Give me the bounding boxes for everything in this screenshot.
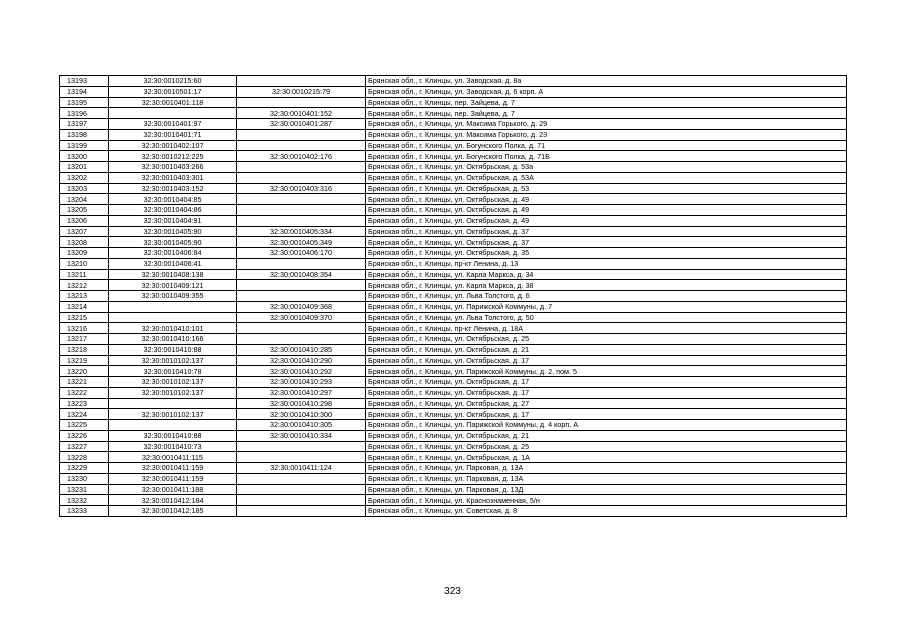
address-cell: Брянская обл., г. Клинцы, ул. Октябрьская, д. 17	[366, 409, 847, 420]
cadastral-number-cell: 32:30:0010406:41	[109, 258, 237, 269]
cadastral-number-cell: 32:30:0010404:85	[109, 194, 237, 205]
cadastral-number-cell: 32:30:0010215:60	[109, 76, 237, 87]
cadastral-number-cell	[109, 420, 237, 431]
cadastral-number-cell: 32:30:0010403:266	[109, 162, 237, 173]
related-cadastral-number-cell	[237, 506, 366, 517]
address-cell: Брянская обл., г. Клинцы, ул. Октябрьская, д. 25	[366, 441, 847, 452]
record-number-cell: 13197	[60, 119, 109, 130]
cadastral-number-cell: 32:30:0010410:88	[109, 344, 237, 355]
table-row	[60, 205, 847, 216]
table-row	[60, 97, 847, 108]
record-number-cell: 13220	[60, 366, 109, 377]
record-number-cell: 13205	[60, 205, 109, 216]
table-row	[60, 258, 847, 269]
cadastral-number-cell: 32:30:0010410:73	[109, 441, 237, 452]
address-cell: Брянская обл., г. Клинцы, ул. Парковая, д. 13Д	[366, 484, 847, 495]
cadastral-number-cell: 32:30:0010411:159	[109, 473, 237, 484]
related-cadastral-number-cell	[237, 323, 366, 334]
cadastral-number-cell: 32:30:0010401:97	[109, 119, 237, 130]
record-number-cell: 13199	[60, 140, 109, 151]
related-cadastral-number-cell	[237, 194, 366, 205]
address-cell: Брянская обл., г. Клинцы, пер. Зайцева, д. 7	[366, 108, 847, 119]
cadastral-number-cell: 32:30:0010404:91	[109, 215, 237, 226]
table-row	[60, 119, 847, 130]
cadastral-number-cell: 32:30:0010408:138	[109, 269, 237, 280]
address-cell: Брянская обл., г. Клинцы, ул. Советская, д. 8	[366, 506, 847, 517]
cadastral-number-cell: 32:30:0010212:225	[109, 151, 237, 162]
table-row	[60, 355, 847, 366]
cadastral-number-cell: 32:30:0010412:185	[109, 506, 237, 517]
record-number-cell: 13202	[60, 172, 109, 183]
related-cadastral-number-cell: 32:30:0010409:370	[237, 312, 366, 323]
cadastral-number-cell: 32:30:0010404:86	[109, 205, 237, 216]
related-cadastral-number-cell	[237, 334, 366, 345]
address-cell: Брянская обл., г. Клинцы, ул. Октябрьская, д. 27	[366, 398, 847, 409]
table-row	[60, 452, 847, 463]
table-row	[60, 301, 847, 312]
record-number-cell: 13213	[60, 291, 109, 302]
cadastral-number-cell: 32:30:0010403:152	[109, 183, 237, 194]
related-cadastral-number-cell: 32:30:0010410:305	[237, 420, 366, 431]
related-cadastral-number-cell: 32:30:0010410:293	[237, 377, 366, 388]
cadastral-number-cell: 32:30:0010403:301	[109, 172, 237, 183]
cadastral-number-cell: 32:30:0010102:137	[109, 409, 237, 420]
table-row	[60, 473, 847, 484]
related-cadastral-number-cell	[237, 484, 366, 495]
table-row	[60, 484, 847, 495]
cadastral-number-cell: 32:30:0010102:137	[109, 377, 237, 388]
record-number-cell: 13210	[60, 258, 109, 269]
cadastral-number-cell: 32:30:0010411:159	[109, 463, 237, 474]
related-cadastral-number-cell: 32:30:0010411:124	[237, 463, 366, 474]
table-row	[60, 377, 847, 388]
address-cell: Брянская обл., г. Клинцы, ул. Парижской Коммуны, д. 2, пом. 5	[366, 366, 847, 377]
record-number-cell: 13231	[60, 484, 109, 495]
table-row	[60, 463, 847, 474]
record-number-cell: 13217	[60, 334, 109, 345]
address-cell: Брянская обл., г. Клинцы, ул. Октябрьская, д. 37	[366, 237, 847, 248]
related-cadastral-number-cell: 32:30:0010403:316	[237, 183, 366, 194]
address-cell: Брянская обл., г. Клинцы, ул. Максима Горького, д. 23	[366, 129, 847, 140]
table-row	[60, 441, 847, 452]
address-cell: Брянская обл., г. Клинцы, ул. Карла Маркса, д. 38	[366, 280, 847, 291]
address-cell: Брянская обл., г. Клинцы, ул. Октябрьская, д. 35	[366, 248, 847, 259]
cadastral-number-cell: 32:30:0010412:184	[109, 495, 237, 506]
address-cell: Брянская обл., г. Клинцы, пер. Зайцева, д. 7	[366, 97, 847, 108]
address-cell: Брянская обл., г. Клинцы, ул. Октябрьская, д. 25	[366, 334, 847, 345]
address-cell: Брянская обл., г. Клинцы, ул. Карла Маркса, д. 34	[366, 269, 847, 280]
related-cadastral-number-cell	[237, 215, 366, 226]
related-cadastral-number-cell: 32:30:0010406:170	[237, 248, 366, 259]
address-cell: Брянская обл., г. Клинцы, ул. Максима Горького, д. 29	[366, 119, 847, 130]
table-row	[60, 237, 847, 248]
record-number-cell: 13227	[60, 441, 109, 452]
table-row	[60, 215, 847, 226]
related-cadastral-number-cell: 32:30:0010410:297	[237, 387, 366, 398]
related-cadastral-number-cell	[237, 473, 366, 484]
record-number-cell: 13208	[60, 237, 109, 248]
record-number-cell: 13201	[60, 162, 109, 173]
record-number-cell: 13196	[60, 108, 109, 119]
record-number-cell: 13195	[60, 97, 109, 108]
table-row	[60, 323, 847, 334]
address-cell: Брянская обл., г. Клинцы, ул. Богунского Полка, д. 71Б	[366, 151, 847, 162]
record-number-cell: 13206	[60, 215, 109, 226]
record-number-cell: 13225	[60, 420, 109, 431]
related-cadastral-number-cell	[237, 172, 366, 183]
record-number-cell: 13233	[60, 506, 109, 517]
cadastral-number-cell	[109, 301, 237, 312]
address-cell: Брянская обл., г. Клинцы, ул. Богунского Полка, д. 71	[366, 140, 847, 151]
address-cell: Брянская обл., г. Клинцы, ул. Заводская, д. 6 корп. А	[366, 86, 847, 97]
related-cadastral-number-cell	[237, 140, 366, 151]
table-row	[60, 86, 847, 97]
address-cell: Брянская обл., г. Клинцы, ул. Октябрьская, д. 49	[366, 205, 847, 216]
cadastral-number-cell	[109, 312, 237, 323]
related-cadastral-number-cell	[237, 291, 366, 302]
address-cell: Брянская обл., г. Клинцы, ул. Парижской Коммуны, д. 7	[366, 301, 847, 312]
address-cell: Брянская обл., г. Клинцы, ул. Октябрьская, д. 17	[366, 377, 847, 388]
related-cadastral-number-cell: 32:30:0010410:334	[237, 430, 366, 441]
cadastral-number-cell: 32:30:0010405:90	[109, 237, 237, 248]
cadastral-number-cell: 32:30:0010410:88	[109, 430, 237, 441]
record-number-cell: 13216	[60, 323, 109, 334]
related-cadastral-number-cell: 32:30:0010410:298	[237, 398, 366, 409]
related-cadastral-number-cell	[237, 452, 366, 463]
table-row	[60, 248, 847, 259]
table-row	[60, 495, 847, 506]
address-cell: Брянская обл., г. Клинцы, ул. Парковая, д. 13А	[366, 473, 847, 484]
related-cadastral-number-cell	[237, 441, 366, 452]
address-cell: Брянская обл., г. Клинцы, ул. Октябрьская, д. 53А	[366, 172, 847, 183]
address-cell: Брянская обл., г. Клинцы, ул. Октябрьская, д. 17	[366, 387, 847, 398]
table-row	[60, 162, 847, 173]
record-number-cell: 13209	[60, 248, 109, 259]
registry-table-body	[60, 76, 847, 517]
record-number-cell: 13219	[60, 355, 109, 366]
address-cell: Брянская обл., г. Клинцы, ул. Парковая, д. 13А	[366, 463, 847, 474]
related-cadastral-number-cell	[237, 97, 366, 108]
related-cadastral-number-cell: 32:30:0010409:368	[237, 301, 366, 312]
address-cell: Брянская обл., г. Клинцы, ул. Октябрьская, д. 17	[366, 355, 847, 366]
record-number-cell: 13212	[60, 280, 109, 291]
table-row	[60, 420, 847, 431]
cadastral-number-cell: 32:30:0010402:107	[109, 140, 237, 151]
table-row	[60, 151, 847, 162]
cadastral-number-cell: 32:30:0010501:17	[109, 86, 237, 97]
related-cadastral-number-cell: 32:30:0010410:290	[237, 355, 366, 366]
address-cell: Брянская обл., г. Клинцы, ул. Октябрьская, д. 49	[366, 194, 847, 205]
related-cadastral-number-cell	[237, 495, 366, 506]
record-number-cell: 13203	[60, 183, 109, 194]
address-cell: Брянская обл., г. Клинцы, пр-кт Ленина, д. 13	[366, 258, 847, 269]
table-row	[60, 312, 847, 323]
table-row	[60, 108, 847, 119]
cadastral-number-cell: 32:30:0010411:115	[109, 452, 237, 463]
record-number-cell: 13230	[60, 473, 109, 484]
record-number-cell: 13215	[60, 312, 109, 323]
related-cadastral-number-cell: 32:30:0010401:287	[237, 119, 366, 130]
address-cell: Брянская обл., г. Клинцы, ул. Парижской Коммуны, д. 4 корп. А	[366, 420, 847, 431]
address-cell: Брянская обл., г. Клинцы, пр-кт Ленина, д. 18А	[366, 323, 847, 334]
related-cadastral-number-cell	[237, 129, 366, 140]
address-cell: Брянская обл., г. Клинцы, ул. Льва Толстого, д. 6	[366, 291, 847, 302]
table-row	[60, 140, 847, 151]
related-cadastral-number-cell: 32:30:0010408:354	[237, 269, 366, 280]
address-cell: Брянская обл., г. Клинцы, ул. Октябрьская, д. 1А	[366, 452, 847, 463]
related-cadastral-number-cell: 32:30:0010402:176	[237, 151, 366, 162]
cadastral-number-cell	[109, 108, 237, 119]
address-cell: Брянская обл., г. Клинцы, ул. Октябрьская, д. 53	[366, 183, 847, 194]
table-row	[60, 430, 847, 441]
record-number-cell: 13228	[60, 452, 109, 463]
address-cell: Брянская обл., г. Клинцы, ул. Краснознаменная, 5/н	[366, 495, 847, 506]
related-cadastral-number-cell	[237, 162, 366, 173]
related-cadastral-number-cell: 32:30:0010401:152	[237, 108, 366, 119]
cadastral-number-cell: 32:30:0010410:101	[109, 323, 237, 334]
cadastral-number-cell: 32:30:0010406:84	[109, 248, 237, 259]
table-row	[60, 269, 847, 280]
cadastral-number-cell: 32:30:0010410:78	[109, 366, 237, 377]
record-number-cell: 13198	[60, 129, 109, 140]
record-number-cell: 13224	[60, 409, 109, 420]
table-row	[60, 291, 847, 302]
cadastral-number-cell: 32:30:0010409:121	[109, 280, 237, 291]
cadastral-number-cell	[109, 398, 237, 409]
address-cell: Брянская обл., г. Клинцы, ул. Льва Толстого, д. 50	[366, 312, 847, 323]
address-cell: Брянская обл., г. Клинцы, ул. Октябрьская, д. 21	[366, 430, 847, 441]
record-number-cell: 13229	[60, 463, 109, 474]
table-row	[60, 172, 847, 183]
table-row	[60, 194, 847, 205]
cadastral-number-cell: 32:30:0010410:166	[109, 334, 237, 345]
registry-table	[59, 75, 847, 517]
record-number-cell: 13226	[60, 430, 109, 441]
table-row	[60, 506, 847, 517]
related-cadastral-number-cell	[237, 258, 366, 269]
cadastral-number-cell: 32:30:0010401:71	[109, 129, 237, 140]
table-row	[60, 344, 847, 355]
related-cadastral-number-cell: 32:30:0010405:349	[237, 237, 366, 248]
table-row	[60, 129, 847, 140]
table-row	[60, 387, 847, 398]
cadastral-number-cell: 32:30:0010102:137	[109, 355, 237, 366]
record-number-cell: 13200	[60, 151, 109, 162]
record-number-cell: 13221	[60, 377, 109, 388]
cadastral-number-cell: 32:30:0010409:355	[109, 291, 237, 302]
record-number-cell: 13207	[60, 226, 109, 237]
page-number: 323	[444, 586, 461, 597]
table-row	[60, 366, 847, 377]
related-cadastral-number-cell: 32:30:0010405:334	[237, 226, 366, 237]
table-row	[60, 409, 847, 420]
record-number-cell: 13223	[60, 398, 109, 409]
table-row	[60, 280, 847, 291]
address-cell: Брянская обл., г. Клинцы, ул. Октябрьская, д. 49	[366, 215, 847, 226]
address-cell: Брянская обл., г. Клинцы, ул. Заводская, д. 8а	[366, 76, 847, 87]
address-cell: Брянская обл., г. Клинцы, ул. Октябрьская, д. 37	[366, 226, 847, 237]
record-number-cell: 13193	[60, 76, 109, 87]
related-cadastral-number-cell: 32:30:0010410:300	[237, 409, 366, 420]
related-cadastral-number-cell	[237, 280, 366, 291]
address-cell: Брянская обл., г. Клинцы, ул. Октябрьская, д. 21	[366, 344, 847, 355]
cadastral-number-cell: 32:30:0010411:188	[109, 484, 237, 495]
address-cell: Брянская обл., г. Клинцы, ул. Октябрьская, д. 53а	[366, 162, 847, 173]
record-number-cell: 13204	[60, 194, 109, 205]
record-number-cell: 13214	[60, 301, 109, 312]
record-number-cell: 13222	[60, 387, 109, 398]
table-row	[60, 226, 847, 237]
related-cadastral-number-cell: 32:30:0010215:79	[237, 86, 366, 97]
cadastral-number-cell: 32:30:0010405:90	[109, 226, 237, 237]
related-cadastral-number-cell: 32:30:0010410:292	[237, 366, 366, 377]
record-number-cell: 13232	[60, 495, 109, 506]
cadastral-number-cell: 32:30:0010401:118	[109, 97, 237, 108]
table-row	[60, 183, 847, 194]
record-number-cell: 13194	[60, 86, 109, 97]
table-row	[60, 76, 847, 87]
related-cadastral-number-cell	[237, 205, 366, 216]
related-cadastral-number-cell: 32:30:0010410:285	[237, 344, 366, 355]
record-number-cell: 13218	[60, 344, 109, 355]
related-cadastral-number-cell	[237, 76, 366, 87]
record-number-cell: 13211	[60, 269, 109, 280]
cadastral-number-cell: 32:30:0010102:137	[109, 387, 237, 398]
table-row	[60, 334, 847, 345]
table-row	[60, 398, 847, 409]
